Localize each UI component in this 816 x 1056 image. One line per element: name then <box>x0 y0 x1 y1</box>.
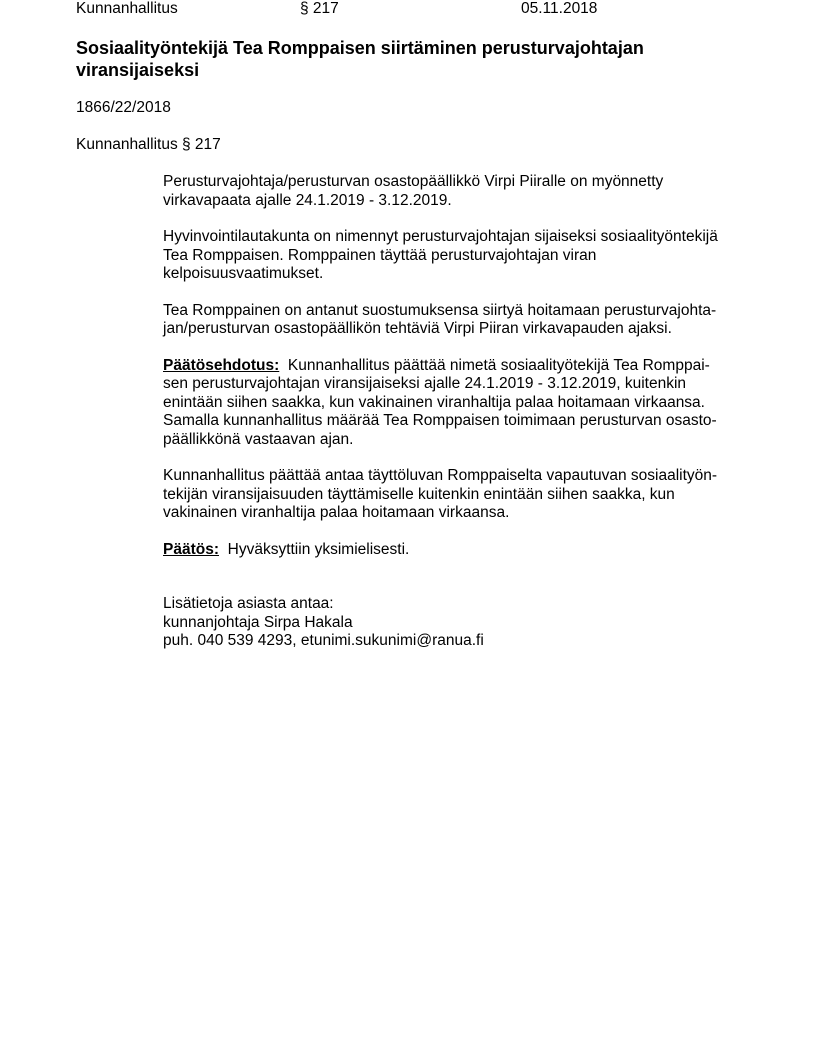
paragraph-decision <box>163 541 743 560</box>
document-body <box>163 173 743 651</box>
paragraph-proposal <box>163 357 743 450</box>
proposal-label: Päätösehdotus: <box>163 356 280 374</box>
contact-name: kunnanjohtaja Sirpa Hakala <box>163 613 353 631</box>
contact-intro: Lisätietoja asiasta antaa: <box>163 595 334 612</box>
decision-text: Hyväksyttiin yksimielisesti. <box>227 540 410 558</box>
document-title: Sosiaalityöntekijä Tea Romppaisen siirtäminen perusturvajohtajan viransijaiseksi <box>76 38 644 80</box>
page-header <box>0 0 816 19</box>
header-date: 05.11.2018 <box>521 0 598 17</box>
paragraph-permit: Kunnanhallitus päättää antaa täyttöluvan Romppaiselta vapautuvan sosiaalityön- tekijän viransijaisuuden täyttämiselle kuitenkin enintään siihen saakka, kun vakinainen viranhaltija palaa hoitamaan virkaansa. <box>163 467 718 521</box>
case-number: 1866/22/2018 <box>76 99 171 116</box>
header-section: § 217 <box>300 0 339 17</box>
decision-label: Päätös: <box>163 540 219 558</box>
contact-details: puh. 040 539 4293, etunimi.sukunimi@ranua.fi <box>163 632 484 649</box>
paragraph-consent: Tea Romppainen on antanut suostumuksensa siirtyä hoitamaan perusturvajohta- jan/perusturvan osastopäällikön tehtäviä Virpi Piiran virkavapauden ajaksi. <box>163 301 717 337</box>
paragraph-leave: Perusturvajohtaja/perusturvan osastopäällikkö Virpi Piiralle on myönnetty virkavapaata ajalle 24.1.2019 - 3.12.2019. <box>163 173 664 209</box>
header-organ: Kunnanhallitus <box>76 0 178 17</box>
section-reference: Kunnanhallitus § 217 <box>76 136 221 153</box>
paragraph-nomination: Hyvinvointilautakunta on nimennyt perusturvajohtajan sijaiseksi sosiaalityöntekijä Tea Romppaisen. Romppainen täyttää perusturvajohtajan viran kelpoisuusvaatimukset. <box>163 228 718 282</box>
proposal-text: Kunnanhallitus päättää nimetä sosiaalityötekijä Tea Romppai- sen perusturvajohtajan viransijaiseksi ajalle 24.1.2019 - 3.12.2019, kuitenkin enintään siihen saakka, kun vakinainen viranhaltija palaa hoitamaan virkaansa. Samalla kunnanhallitus määrää Tea Romppaisen toimimaan perusturvan osasto- päällikkönä vastaavan ajan. <box>163 356 717 448</box>
